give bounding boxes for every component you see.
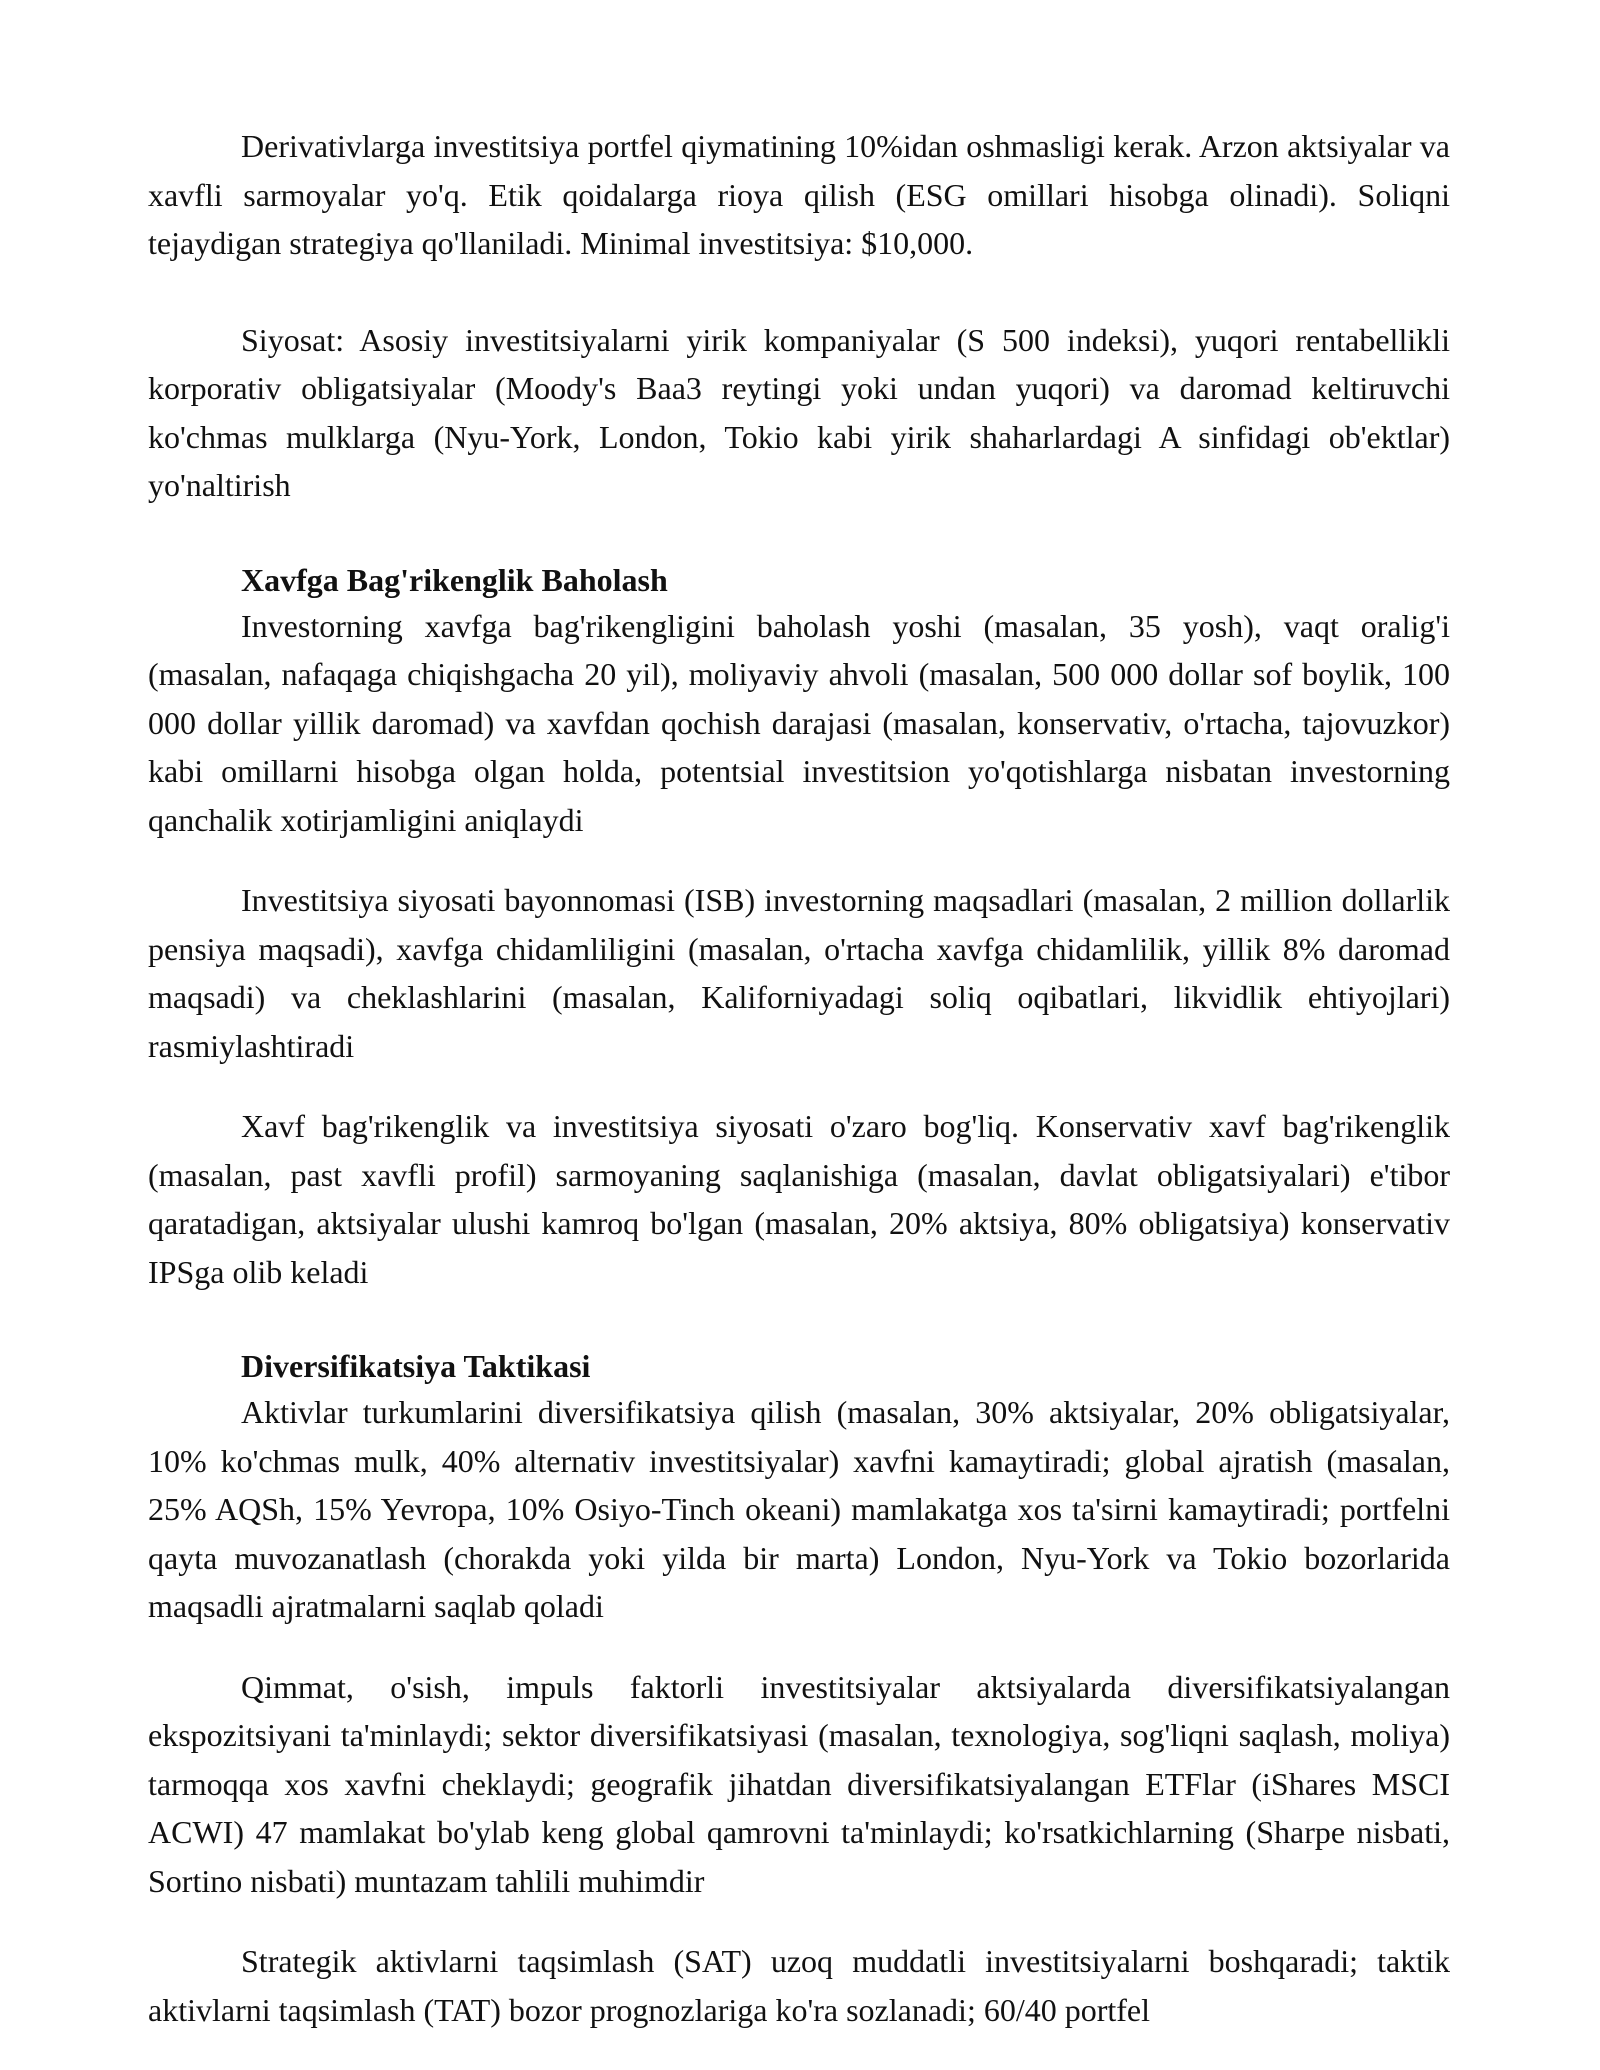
paragraph-asset-diversification: Aktivlar turkumlarini diversifikatsiya qilish (masalan, 30% aktsiyalar, 20% obligatsiyalar, 10% ko'chmas mulk, 40% alternativ investitsiyalar) xavfni kamaytiradi; global ajratish (masalan, 25% AQSh, 15% Yevropa, 10% Osiyo-Tinch okeani) mamlakatga xos ta'sirni kamaytiradi; portfelni qayta muvozanatlash (chorakda yoki yilda bir marta) London, Nyu-York va Tokio bozorlarida maqsadli ajratmalarni saqlab qoladi xyxy=(148,1394,1450,1624)
paragraph-risk-policy-link: Xavf bag'rikenglik va investitsiya siyosati o'zaro bog'liq. Konservativ xavf bag'rikenglik (masalan, past xavfli profil) sarmoyaning saqlanishiga (masalan, davlat obligatsiyalari) e'tibor qaratadigan, aktsiyalar ulushi kamroq bo'lgan (masalan, 20% aktsiya, 80% obligatsiya) konservativ IPSga olib keladi xyxy=(148,1108,1450,1290)
paragraph-factor-investing: Qimmat, o'sish, impuls faktorli investitsiyalar aktsiyalarda diversifikatsiyalangan ekspozitsiyani ta'minlaydi; sektor diversifikatsiyasi (masalan, texnologiya, sog'liqni saqlash, moliya) tarmoqqa xos xavfni cheklaydi; geografik jihatdan diversifikatsiyalangan ETFlar (iShares MSCI ACWI) 47 mamlakat bo'ylab keng global qamrovni ta'minlaydi; ko'rsatkichlarning (Sharpe nisbati, Sortino nisbati) muntazam tahlili muhimdir xyxy=(148,1668,1450,1899)
heading-diversification: Diversifikatsiya Taktikasi xyxy=(241,1348,591,1384)
heading-risk-tolerance: Xavfga Bag'rikenglik Baholash xyxy=(241,561,668,598)
paragraph-policy: Siyosat: Asosiy investitsiyalarni yirik kompaniyalar (S 500 indeksi), yuqori rentabellikli korporativ obligatsiyalar (Moody's Baa3 reytingi yoki undan yuqori) va daromad keltiruvchi ko'chmas mulklarga (Nyu-York, London, Tokio kabi yirik shaharlardagi A sinfidagi ob'ektlar) yo'naltirish xyxy=(148,321,1450,503)
paragraph-derivatives-limits: Derivativlarga investitsiya portfel qiymatining 10%idan oshmasligi kerak. Arzon aktsiyalar va xavfli sarmoyalar yo'q. Etik qoidalarga rioya qilish (ESG omillari hisobga olinadi). Soliqni tejaydigan strategiya qo'llaniladi. Minimal investitsiya: $10,000. xyxy=(148,128,1450,261)
paragraph-spacer xyxy=(148,1070,1450,1102)
section-spacer xyxy=(148,510,1450,558)
paragraph-asset-allocation: Strategik aktivlarni taqsimlash (SAT) uzoq muddatli investitsiyalarni boshqaradi; taktik aktivlarni taqsimlash (TAT) bozor prognozlariga ko'ra sozlanadi; 60/40 portfel xyxy=(148,1943,1450,2028)
paragraph-spacer xyxy=(148,844,1450,876)
paragraph-risk-assessment: Investorning xavfga bag'rikengligini baholash yoshi (masalan, 35 yosh), vaqt oralig'i (masalan, nafaqaga chiqishgacha 20 yil), moliyaviy ahvoli (masalan, 500 000 dollar sof boylik, 100 000 dollar yillik daromad) va xavfdan qochish darajasi (masalan, konservativ, o'rtacha, tajovuzkor) kabi omillarni hisobga olgan holda, potentsial investitsion yo'qotishlarga nisbatan investorning qanchalik xotirjamligini aniqlaydi xyxy=(148,607,1450,838)
paragraph-spacer xyxy=(148,1631,1450,1663)
paragraph-ips-statement: Investitsiya siyosati bayonnomasi (ISB) investorning maqsadlari (masalan, 2 million dollarlik pensiya maqsadi), xavfga chidamliligini (masalan, o'rtacha xavfga chidamlilik, yillik 8% daromad maqsadi) va cheklashlarini (masalan, Kaliforniyadagi soliq oqibatlari, likvidlik ehtiyojlari) rasmiylashtiradi xyxy=(148,882,1450,1064)
paragraph-spacer xyxy=(148,1905,1450,1937)
paragraph-spacer xyxy=(148,268,1450,316)
section-spacer xyxy=(148,1296,1450,1344)
document-body xyxy=(148,122,1450,2034)
